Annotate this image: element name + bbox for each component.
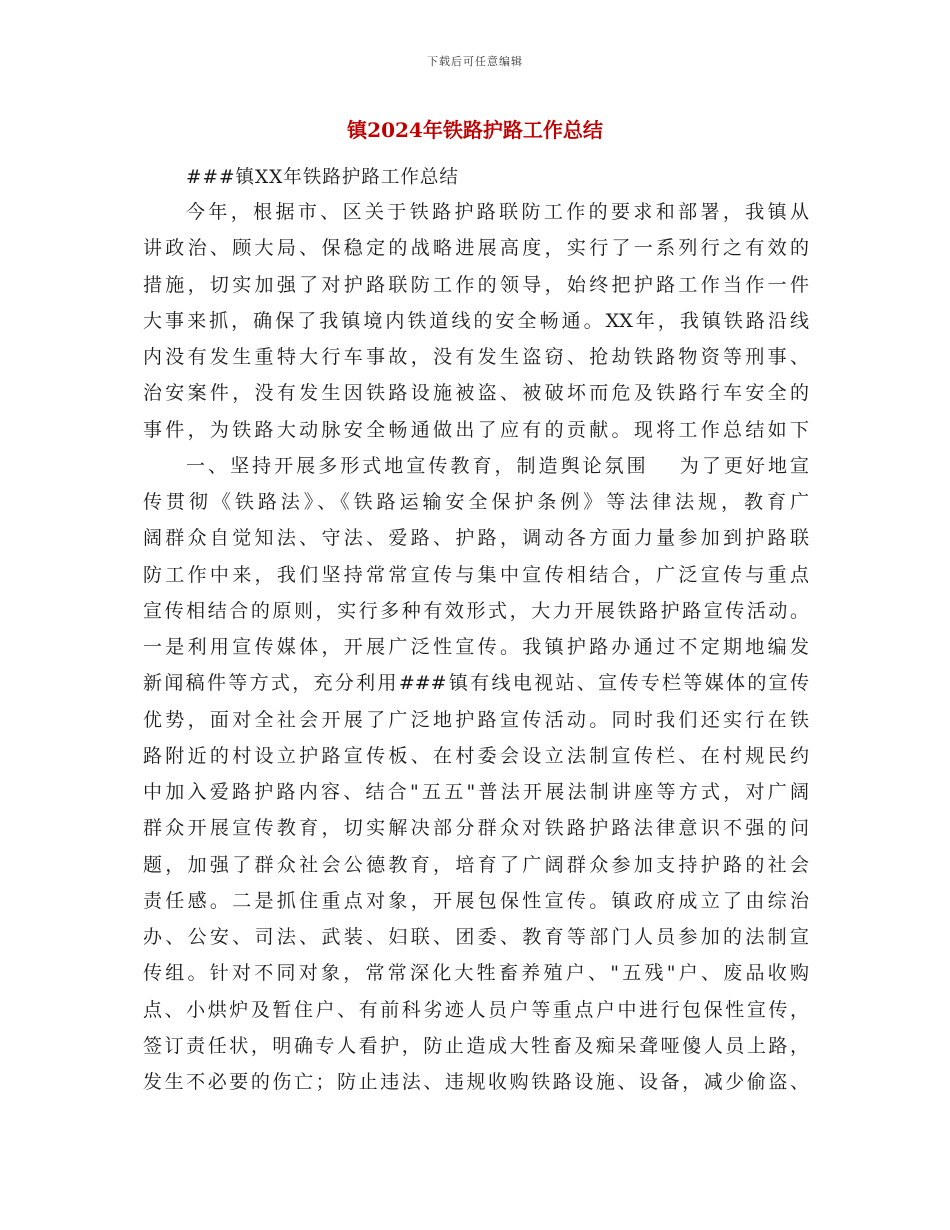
body-line: 群众开展宣传教育，切实解决部分群众对铁路护路法律意识不强的问 — [143, 817, 809, 840]
body-line: 治安案件，没有发生因铁路设施被盗、被破坏而危及铁路行车安全的 — [143, 382, 809, 405]
body-line: 优势，面对全社会开展了广泛地护路宣传活动。同时我们还实行在铁 — [143, 708, 809, 731]
document-subtitle: ###镇XX年铁路护路工作总结 — [186, 167, 459, 188]
body-line: 中加入爱路护路内容、结合"五五"普法开展法制讲座等方式，对广阔 — [143, 781, 809, 803]
body-line: 发生不必要的伤亡；防止违法、违规收购铁路设施、设备，减少偷盗、 — [143, 1071, 809, 1093]
body-line: 传贯彻《铁路法》、《铁路运输安全保护条例》等法律法规，教育广 — [143, 491, 809, 513]
body-line: 内没有发生重特大行车事故，没有发生盗窃、抢劫铁路物资等刑事、 — [143, 346, 809, 368]
body-line: 点、小烘炉及暂住户、有前科劣迹人员户等重点户中进行包保性宣传， — [143, 998, 809, 1021]
document-body — [143, 194, 809, 1100]
body-line: 签订责任状，明确专人看护，防止造成大牲畜及痴呆聋哑傻人员上路， — [143, 1034, 809, 1057]
body-line: 办、公安、司法、武装、妇联、团委、教育等部门人员参加的法制宣 — [143, 926, 809, 948]
body-line: 一是利用宣传媒体，开展广泛性宣传。我镇护路办通过不定期地编发 — [143, 636, 809, 658]
document-title: 镇2024年铁路护路工作总结 — [347, 118, 603, 142]
body-line: 大事来抓，确保了我镇境内铁道线的安全畅通。XX年，我镇铁路沿线 — [143, 309, 809, 332]
body-line: 宣传相结合的原则，实行多种有效形式，大力开展铁路护路宣传活动。 — [143, 599, 809, 622]
body-line: 责任感。二是抓住重点对象，开展包保性宣传。镇政府成立了由综治 — [143, 889, 809, 912]
body-line: 阔群众自觉知法、守法、爱路、护路，调动各方面力量参加到护路联 — [143, 527, 809, 550]
body-line: 新闻稿件等方式，充分利用###镇有线电视站、宣传专栏等媒体的宣传 — [143, 672, 809, 695]
body-line: 传组。针对不同对象，常常深化大牲畜养殖户、"五残"户、废品收购 — [143, 962, 809, 985]
body-line: 今年，根据市、区关于铁路护路联防工作的要求和部署，我镇从 — [186, 201, 809, 223]
page-header-note: 下载后可任意编辑 — [427, 55, 523, 68]
body-line: 事件，为铁路大动脉安全畅通做出了应有的贡献。现将工作总结如下 — [143, 418, 809, 441]
body-line: 防工作中来，我们坚持常常宣传与集中宣传相结合，广泛宣传与重点 — [143, 563, 809, 586]
body-line: 路附近的村设立护路宣传板、在村委会设立法制宣传栏、在村规民约 — [143, 744, 809, 767]
body-line: 题，加强了群众社会公德教育，培育了广阔群众参加支持护路的社会 — [143, 853, 809, 876]
body-line: 措施，切实加强了对护路联防工作的领导，始终把护路工作当作一件 — [143, 273, 809, 296]
body-line: 一、坚持开展多形式地宣传教育，制造舆论氛围 为了更好地宣 — [186, 454, 809, 477]
body-line: 讲政治、顾大局、保稳定的战略进展高度，实行了一系列行之有效的 — [143, 237, 809, 260]
